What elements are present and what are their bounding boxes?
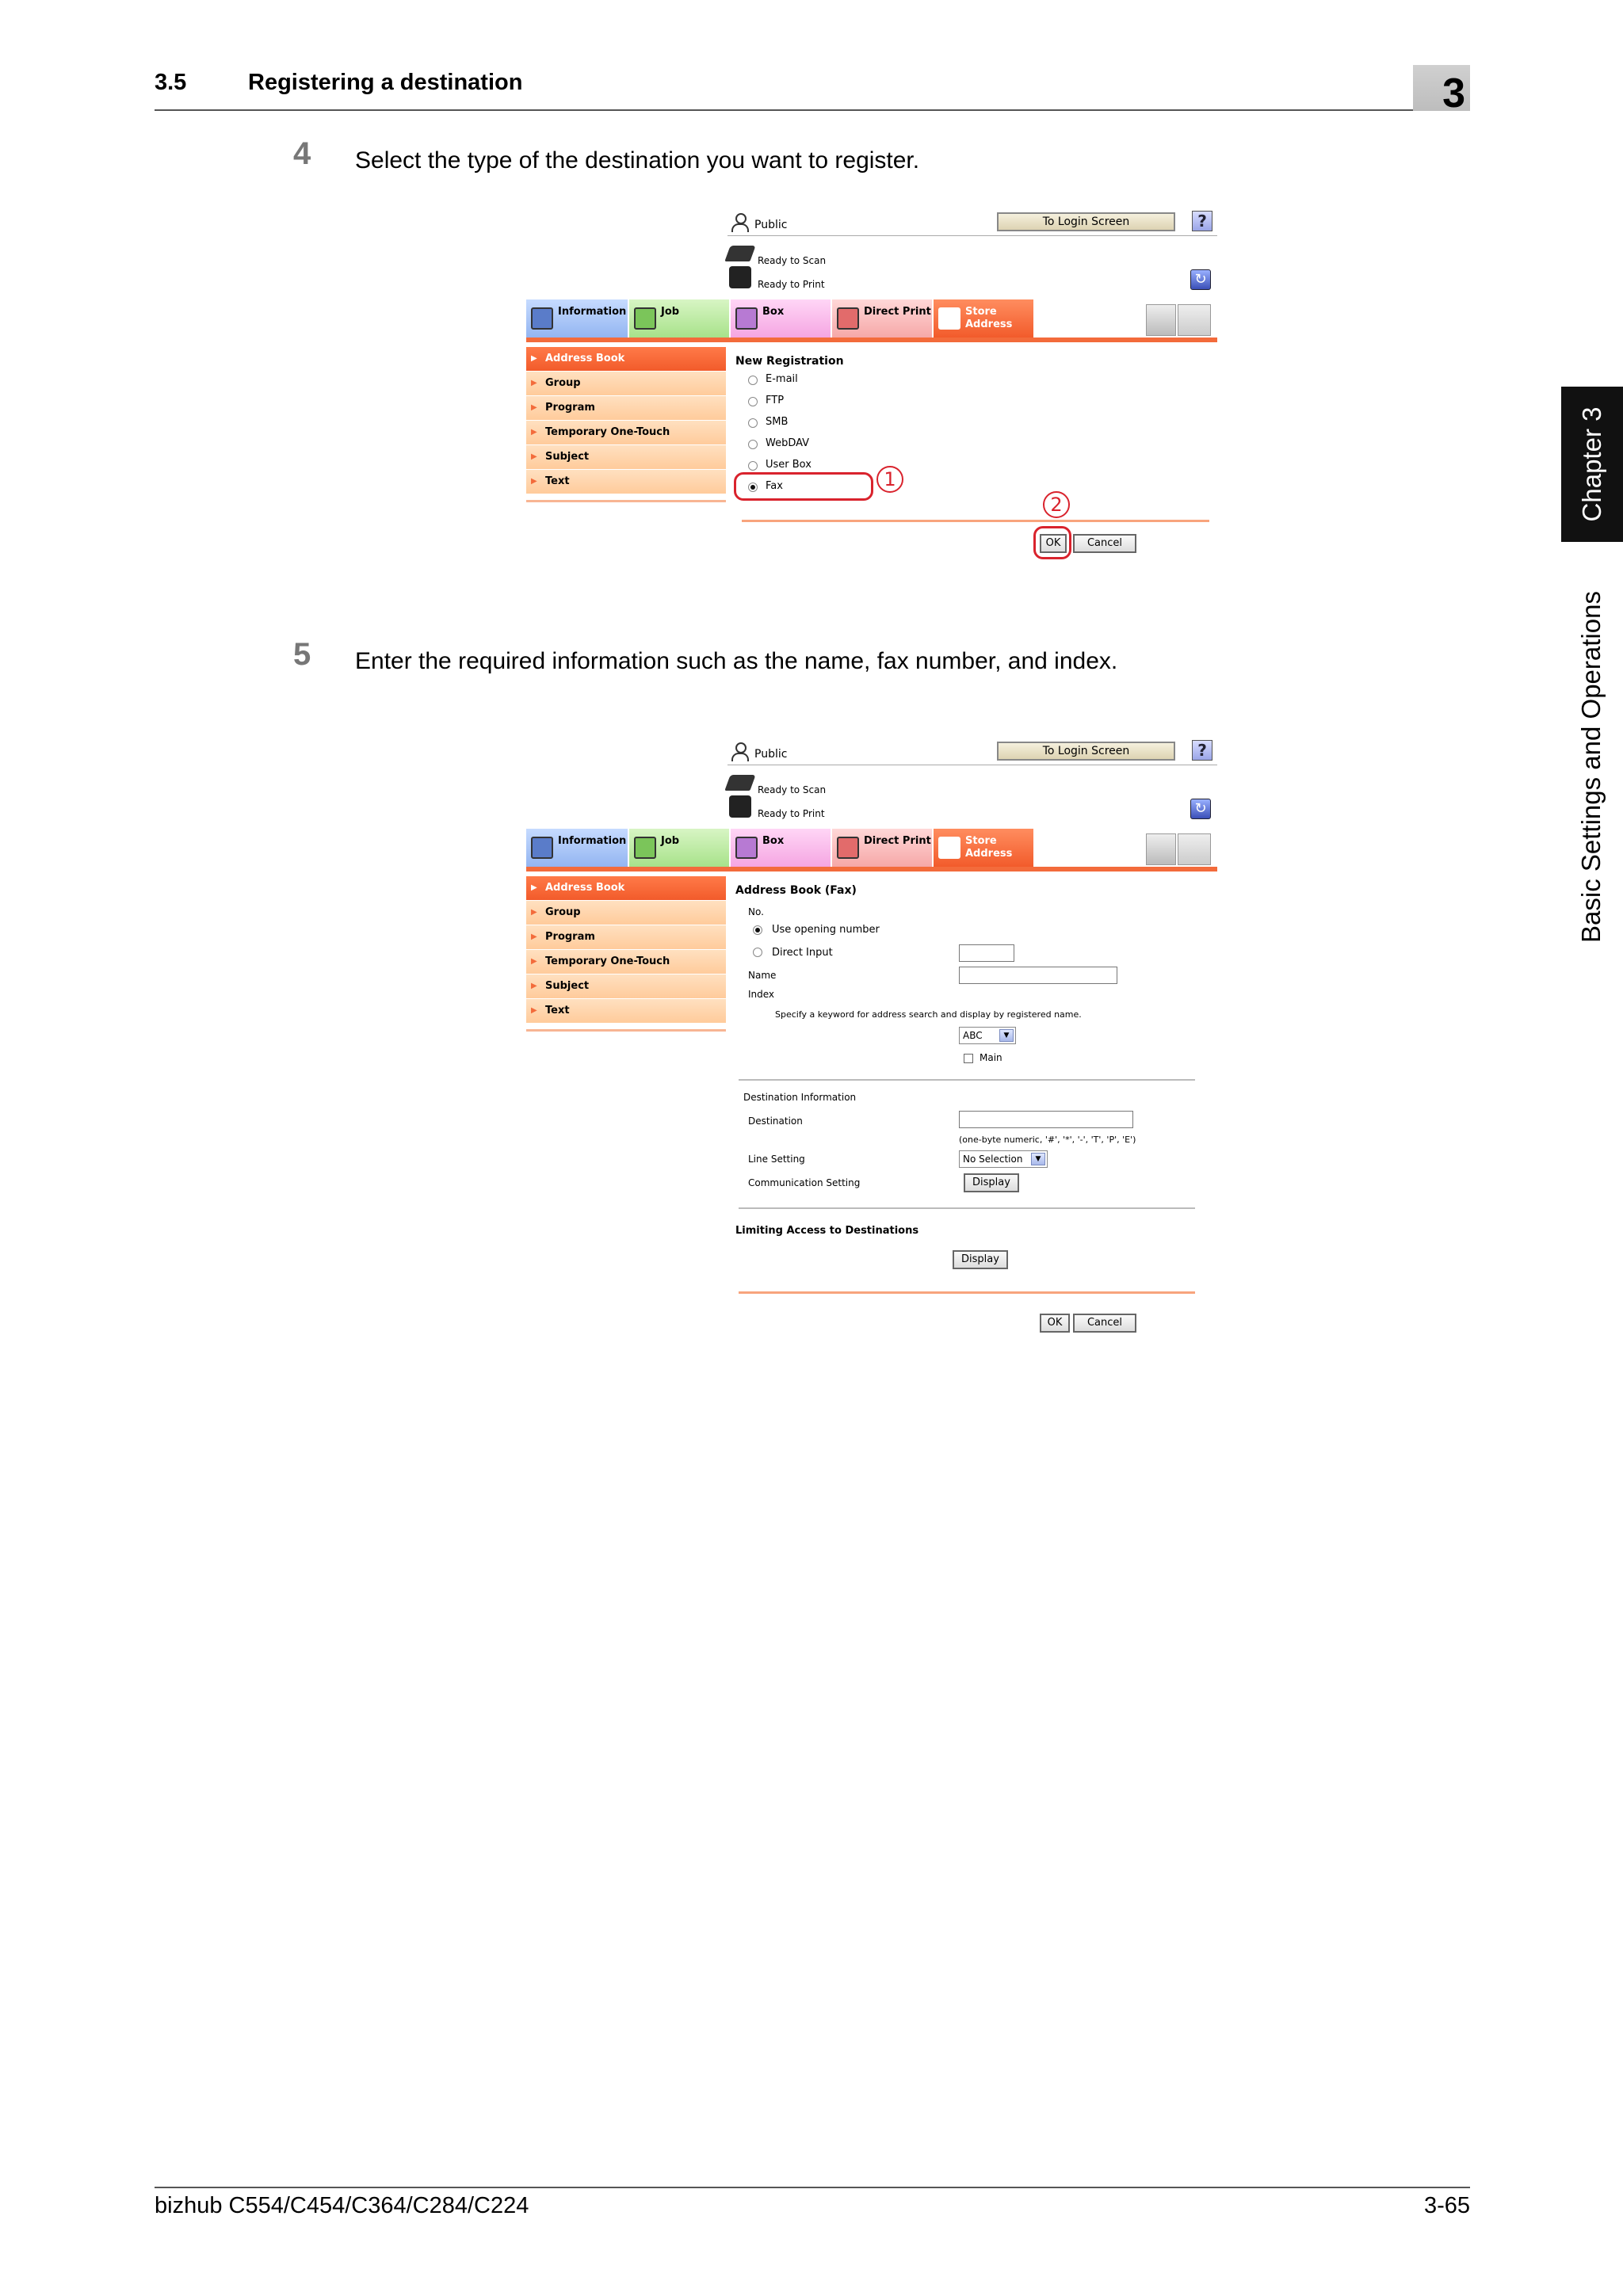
to-login-screen-button[interactable]: To Login Screen bbox=[997, 212, 1175, 231]
callout-number-1: 1 bbox=[876, 466, 903, 493]
section-title: Registering a destination bbox=[248, 70, 523, 95]
panel-divider bbox=[742, 520, 1209, 522]
chevron-down-icon: ▼ bbox=[1031, 1153, 1045, 1165]
tab-job[interactable]: Job bbox=[629, 829, 729, 867]
comm-setting-label: Communication Setting bbox=[748, 1177, 861, 1188]
status-scan: Ready to Scan bbox=[758, 784, 827, 795]
sidebar-item-temporary-one-touch[interactable]: ▶ Temporary One-Touch bbox=[526, 950, 726, 974]
footer-page-number: 3-65 bbox=[1423, 2193, 1470, 2218]
option-label: E-mail bbox=[766, 373, 798, 385]
page-header bbox=[155, 70, 1470, 116]
main-label: Main bbox=[980, 1052, 1002, 1063]
option-label: User Box bbox=[766, 459, 812, 471]
step-text: Enter the required information such as the name, fax number, and index. bbox=[355, 648, 1118, 674]
information-icon bbox=[531, 837, 553, 859]
sidebar-item-address-book[interactable]: ▶ Address Book bbox=[526, 347, 726, 371]
scanner-icon bbox=[724, 775, 755, 791]
screenshot-address-book-fax bbox=[526, 740, 1217, 1334]
radio-webdav[interactable] bbox=[748, 440, 758, 449]
radio-smb[interactable] bbox=[748, 418, 758, 428]
option-label: Direct Input bbox=[772, 947, 833, 959]
sidebar-item-temporary-one-touch[interactable]: ▶ Temporary One-Touch bbox=[526, 421, 726, 444]
main-tabs bbox=[526, 299, 1217, 342]
user-label: Public bbox=[754, 748, 788, 761]
ok-button[interactable]: OK bbox=[1040, 1314, 1070, 1333]
top-bar bbox=[727, 740, 1217, 765]
tab-direct-print[interactable]: Direct Print bbox=[832, 299, 932, 338]
step-number: 5 bbox=[293, 637, 311, 672]
user-icon bbox=[731, 742, 748, 761]
radio-ftp[interactable] bbox=[748, 397, 758, 406]
scanner-icon bbox=[724, 246, 755, 261]
store-address-icon bbox=[938, 837, 960, 859]
comm-setting-display-button[interactable]: Display bbox=[964, 1173, 1019, 1192]
refresh-icon[interactable]: ↻ bbox=[1190, 799, 1211, 819]
cancel-button[interactable]: Cancel bbox=[1073, 534, 1136, 553]
callout-number-2: 2 bbox=[1043, 491, 1070, 518]
main-checkbox[interactable] bbox=[964, 1054, 973, 1063]
status-print: Ready to Print bbox=[758, 808, 825, 819]
limiting-display-button[interactable]: Display bbox=[953, 1250, 1008, 1269]
chapter-number: 3 bbox=[1442, 71, 1465, 116]
job-icon bbox=[634, 837, 656, 859]
radio-user-box[interactable] bbox=[748, 461, 758, 471]
tab-store-address[interactable]: Store Address bbox=[934, 299, 1033, 338]
printer-icon bbox=[729, 795, 751, 818]
index-hint: Specify a keyword for address search and display by registered name. bbox=[775, 1009, 1082, 1020]
tab-box[interactable]: Box bbox=[731, 299, 831, 338]
tab-box[interactable]: Box bbox=[731, 829, 831, 867]
sidebar bbox=[526, 876, 726, 1032]
side-chapter-title: Basic Settings and Operations bbox=[1576, 591, 1606, 943]
line-setting-label: Line Setting bbox=[748, 1154, 805, 1165]
sidebar-item-text[interactable]: ▶ Text bbox=[526, 470, 726, 494]
store-address-icon bbox=[938, 307, 960, 330]
sidebar-item-group[interactable]: ▶ Group bbox=[526, 372, 726, 395]
step-number: 4 bbox=[293, 136, 311, 171]
top-bar bbox=[727, 211, 1217, 236]
line-setting-select[interactable]: No Selection ▼ bbox=[959, 1150, 1048, 1168]
sidebar bbox=[526, 347, 726, 502]
cancel-button[interactable]: Cancel bbox=[1073, 1314, 1136, 1333]
screenshot-new-registration bbox=[526, 211, 1217, 570]
dest-info-title: Destination Information bbox=[743, 1092, 857, 1103]
help-button[interactable]: ? bbox=[1192, 740, 1212, 761]
utility-icon[interactable] bbox=[1146, 304, 1176, 336]
destination-hint: (one-byte numeric, '#', '*', '-', 'T', 'P', 'E') bbox=[959, 1135, 1136, 1145]
limiting-title: Limiting Access to Destinations bbox=[735, 1225, 919, 1237]
tab-store-address[interactable]: Store Address bbox=[934, 829, 1033, 867]
user-label: Public bbox=[754, 219, 788, 231]
panel-title: New Registration bbox=[735, 355, 844, 368]
panel-title: Address Book (Fax) bbox=[735, 884, 857, 897]
utility-icon[interactable] bbox=[1146, 833, 1176, 865]
callout-fax-highlight bbox=[734, 472, 873, 501]
option-label: SMB bbox=[766, 416, 789, 428]
tab-information[interactable]: Information bbox=[526, 299, 628, 338]
main-tabs bbox=[526, 829, 1217, 871]
index-label: Index bbox=[748, 989, 775, 1000]
sidebar-item-program[interactable]: ▶ Program bbox=[526, 396, 726, 420]
job-icon bbox=[634, 307, 656, 330]
user-icon bbox=[731, 213, 748, 232]
information-icon bbox=[531, 307, 553, 330]
sidebar-item-group[interactable]: ▶ Group bbox=[526, 901, 726, 925]
option-label: Use opening number bbox=[772, 924, 880, 936]
option-label: WebDAV bbox=[766, 437, 810, 449]
sidebar-item-subject[interactable]: ▶ Subject bbox=[526, 445, 726, 469]
help-button[interactable]: ? bbox=[1192, 211, 1212, 231]
panel-divider bbox=[739, 1291, 1195, 1294]
name-field[interactable] bbox=[959, 967, 1117, 984]
radio-email[interactable] bbox=[748, 376, 758, 385]
destination-field[interactable] bbox=[959, 1111, 1133, 1128]
sidebar-item-address-book[interactable]: ▶ Address Book bbox=[526, 876, 726, 900]
ok-button[interactable]: OK bbox=[1040, 534, 1067, 553]
radio-direct-input[interactable] bbox=[753, 948, 762, 957]
status-scan: Ready to Scan bbox=[758, 255, 827, 266]
sidebar-divider bbox=[526, 1029, 726, 1032]
box-icon bbox=[735, 837, 758, 859]
option-label: FTP bbox=[766, 395, 785, 406]
side-chapter-label: Chapter 3 bbox=[1577, 406, 1606, 522]
sidebar-item-program[interactable]: ▶ Program bbox=[526, 925, 726, 949]
footer-model: bizhub C554/C454/C364/C284/C224 bbox=[155, 2193, 529, 2218]
display-icon[interactable] bbox=[1178, 833, 1211, 865]
chapter-number-box bbox=[1413, 65, 1470, 116]
printer-icon bbox=[729, 266, 751, 288]
section-divider bbox=[739, 1207, 1195, 1209]
option-label: Fax bbox=[766, 480, 783, 492]
display-icon[interactable] bbox=[1178, 304, 1211, 336]
status-print: Ready to Print bbox=[758, 279, 825, 290]
destination-label: Destination bbox=[748, 1116, 803, 1127]
direct-print-icon bbox=[837, 837, 859, 859]
radio-use-opening-number[interactable] bbox=[753, 925, 762, 935]
sidebar-divider bbox=[526, 500, 726, 502]
chevron-down-icon: ▼ bbox=[999, 1029, 1014, 1042]
direct-print-icon bbox=[837, 307, 859, 330]
section-number: 3.5 bbox=[155, 70, 187, 95]
section-divider bbox=[739, 1079, 1195, 1081]
refresh-icon[interactable]: ↻ bbox=[1190, 269, 1211, 290]
no-label: No. bbox=[748, 906, 764, 917]
tab-job[interactable]: Job bbox=[629, 299, 729, 338]
page-footer bbox=[155, 2187, 1470, 2218]
side-chapter-tab bbox=[1561, 387, 1623, 542]
name-label: Name bbox=[748, 970, 777, 981]
direct-input-field[interactable] bbox=[959, 944, 1014, 962]
box-icon bbox=[735, 307, 758, 330]
sidebar-item-subject[interactable]: ▶ Subject bbox=[526, 974, 726, 998]
tab-direct-print[interactable]: Direct Print bbox=[832, 829, 932, 867]
to-login-screen-button[interactable]: To Login Screen bbox=[997, 742, 1175, 761]
index-select[interactable]: ABC ▼ bbox=[959, 1027, 1016, 1044]
sidebar-item-text[interactable]: ▶ Text bbox=[526, 999, 726, 1023]
step-text: Select the type of the destination you want to register. bbox=[355, 147, 920, 174]
tab-information[interactable]: Information bbox=[526, 829, 628, 867]
